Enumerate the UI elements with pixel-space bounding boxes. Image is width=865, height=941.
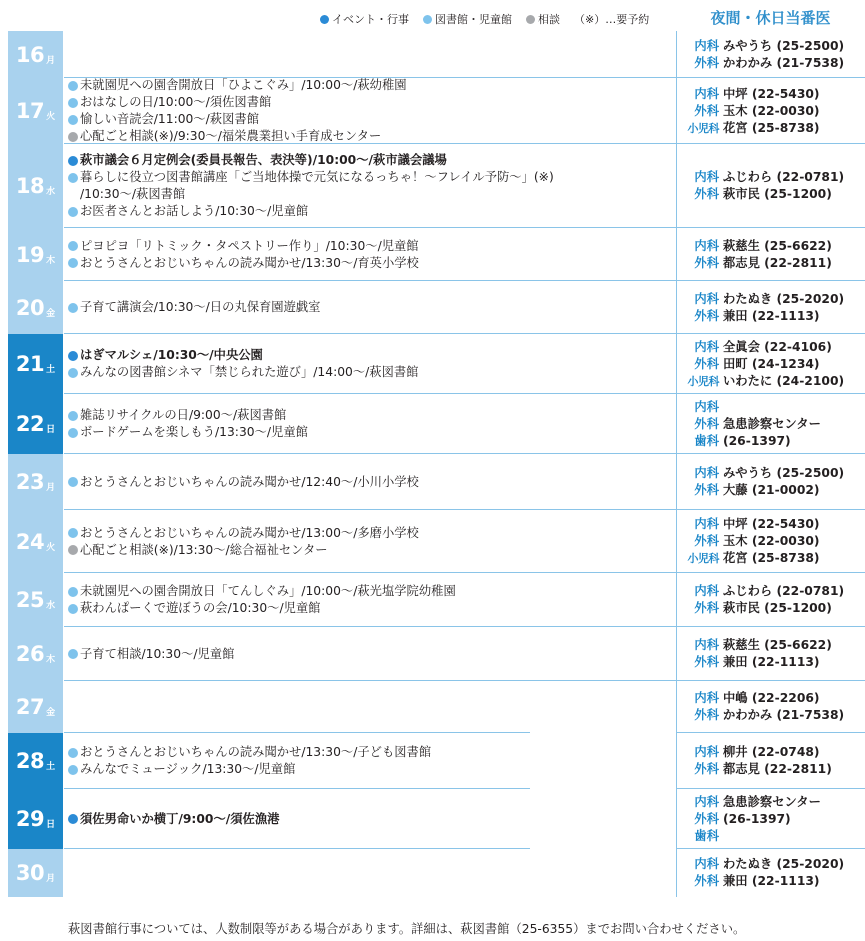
duty-doctor-line: [677, 828, 865, 845]
day-of-week: 水: [46, 601, 56, 611]
day-of-week: 月: [46, 55, 56, 66]
day-of-week: 金: [46, 708, 56, 718]
library-dot-icon: [68, 748, 78, 758]
duty-doctor-cell: [676, 281, 865, 334]
duty-doctor-line: [677, 339, 865, 356]
calendar-row: [0, 228, 865, 281]
duty-doctor-line: [677, 516, 865, 533]
day-of-week: 月: [46, 483, 56, 493]
duty-doctor-line: [677, 533, 865, 550]
event-item: [68, 407, 674, 424]
specialty-label: 外科: [694, 708, 719, 722]
duty-doctor-line: [677, 373, 865, 390]
events-cell: [64, 228, 674, 281]
specialty-label: 外科: [694, 416, 719, 431]
event-text: 須佐男命いか横丁/9:00～/須佐漁港: [80, 811, 280, 826]
specialty-label: 歯科: [694, 433, 719, 448]
specialty-label: 内科: [694, 291, 719, 306]
duty-doctor-line: [677, 399, 865, 416]
specialty-label: 外科: [694, 483, 719, 497]
duty-doctor-line: [677, 637, 865, 654]
duty-doctor-line: [677, 186, 865, 203]
day-number: 28: [15, 749, 45, 773]
specialty-label: 内科: [694, 399, 719, 414]
legend: [320, 9, 663, 29]
specialty-label: 内科: [694, 86, 719, 101]
duty-doctor-cell: [676, 681, 865, 733]
duty-doctor-line: [677, 654, 865, 671]
specialty-label: 内科: [694, 339, 719, 354]
doctor-info: 急患診察センター: [723, 794, 821, 809]
day-number: 25: [15, 588, 45, 612]
specialty-label: 外科: [694, 255, 719, 270]
event-text: ピヨピヨ「リトミック・タペストリー作り」/10:30～/児童館: [80, 238, 419, 253]
doctor-info: (26-1397): [723, 433, 791, 448]
duty-doctor-line: [677, 38, 865, 55]
library-dot-icon: [68, 604, 78, 614]
duty-doctor-line: [677, 55, 865, 72]
duty-doctor-cell: [676, 849, 865, 897]
event-text: お医者さんとお話しよう/10:30～/児童館: [80, 204, 309, 218]
calendar-row: [0, 627, 865, 681]
library-dot-icon: [68, 587, 78, 597]
specialty-label: 外科: [694, 811, 719, 826]
event-dot-icon: [68, 814, 78, 824]
specialty-label: 小児科: [687, 121, 719, 135]
specialty-label: 外科: [694, 356, 719, 371]
doctor-info: (26-1397): [723, 811, 791, 826]
day-of-week: 水: [46, 187, 56, 197]
event-text: 子育て講演会/10:30～/日の丸保育園遊戯室: [80, 300, 321, 314]
calendar-row: [0, 789, 865, 849]
consult-dot-icon: [526, 15, 535, 24]
date-cell: [8, 31, 63, 78]
event-text: 子育て相談/10:30～/児童館: [80, 646, 235, 661]
day-of-week: 土: [46, 762, 56, 772]
legend-event: [320, 11, 409, 27]
specialty-label: 小児科: [687, 552, 719, 565]
library-dot-icon: [68, 115, 78, 125]
duty-doctor-cell: [676, 733, 865, 789]
doctor-info: 中嶋 (22-2206): [723, 691, 820, 705]
duty-doctor-line: [677, 482, 865, 499]
day-of-week: 土: [46, 365, 56, 375]
calendar-row: [0, 849, 865, 897]
duty-doctor-line: [677, 169, 865, 186]
event-text: おとうさんとおじいちゃんの読み聞かせ/13:00～/多磨小学校: [80, 525, 419, 540]
library-dot-icon: [68, 528, 78, 538]
duty-doctor-line: [677, 465, 865, 482]
calendar-row: [0, 31, 865, 78]
specialty-label: 内科: [694, 638, 719, 652]
event-text: 萩市議会６月定例会(委員長報告、表決等)/10:00～/萩市議会議場: [80, 153, 447, 167]
doctor-info: いわたに (24-2100): [723, 373, 845, 388]
library-dot-icon: [68, 477, 78, 487]
event-text: 未就園児への園舎開放日「てんしぐみ」/10:00～/萩光塩学院幼稚園: [80, 584, 456, 598]
specialty-label: 外科: [694, 55, 719, 70]
date-cell: [8, 334, 63, 394]
doctor-info: 都志見 (22-2811): [723, 255, 832, 270]
doctor-info: みやうち (25-2500): [723, 38, 845, 53]
event-item: [68, 77, 674, 94]
specialty-label: 小児科: [687, 374, 719, 388]
specialty-label: 外科: [694, 874, 719, 888]
events-cell: [64, 144, 674, 228]
library-dot-icon: [68, 368, 78, 378]
date-cell: [8, 681, 63, 733]
event-item: [68, 347, 674, 364]
doctor-info: 花宮 (25-8738): [723, 551, 820, 565]
event-item: [68, 761, 674, 778]
date-cell: [8, 228, 63, 281]
events-cell: [64, 627, 674, 681]
event-text: ボードゲームを楽しもう/13:30～/児童館: [80, 425, 308, 439]
date-cell: [8, 733, 63, 789]
day-of-week: 日: [46, 425, 56, 435]
event-item: [68, 600, 674, 617]
doctor-info: ふじわら (22-0781): [723, 170, 845, 184]
duty-doctor-line: [677, 86, 865, 103]
specialty-label: 外科: [694, 655, 719, 669]
duty-doctor-cell: [676, 78, 865, 144]
library-dot-icon: [68, 241, 78, 251]
events-cell: [64, 394, 674, 454]
doctor-info: 兼田 (22-1113): [723, 655, 820, 669]
events-cell: [64, 454, 674, 510]
duty-doctor-cell: [676, 334, 865, 394]
event-dot-icon: [68, 156, 78, 166]
date-cell: [8, 394, 63, 454]
duty-doctor-line: [677, 600, 865, 617]
duty-doctor-line: [677, 356, 865, 373]
day-number: 20: [15, 295, 45, 320]
legend-consult-label: 相談: [538, 13, 560, 26]
duty-doctor-line: [677, 433, 865, 450]
date-cell: [8, 144, 63, 228]
library-dot-icon: [68, 173, 78, 183]
doctor-info: 大藤 (21-0002): [723, 483, 820, 497]
event-item: [68, 542, 674, 559]
doctor-info: 田町 (24-1234): [723, 356, 820, 371]
event-item: [68, 424, 674, 441]
day-of-week: 木: [46, 655, 56, 665]
calendar-row: [0, 281, 865, 334]
day-number: 23: [15, 470, 45, 494]
duty-doctor-line: [677, 873, 865, 890]
day-of-week: 金: [46, 308, 56, 319]
doctor-info: わたぬき (25-2020): [723, 857, 845, 871]
duty-doctor-cell: [676, 394, 865, 454]
event-item: [68, 238, 674, 255]
doctor-info: かわかみ (21-7538): [723, 708, 845, 722]
date-cell: [8, 281, 63, 334]
event-text: 愉しい音読会/11:00～/萩図書館: [80, 112, 259, 126]
doctor-info: わたぬき (25-2020): [723, 291, 845, 306]
event-text: おとうさんとおじいちゃんの読み聞かせ/13:30～/育英小学校: [80, 255, 419, 270]
duty-doctor-line: [677, 707, 865, 724]
specialty-label: 内科: [694, 170, 719, 184]
library-dot-icon: [68, 649, 78, 659]
library-dot-icon: [68, 428, 78, 438]
day-number: 24: [15, 529, 45, 554]
library-dot-icon: [68, 303, 78, 313]
duty-doctor-cell: [676, 144, 865, 228]
day-number: 27: [15, 695, 45, 719]
duty-doctor-title: 夜間・休日当番医: [710, 9, 831, 27]
library-dot-icon: [68, 411, 78, 421]
calendar-row: [0, 573, 865, 627]
calendar-row: [0, 334, 865, 394]
specialty-label: 内科: [694, 794, 719, 809]
date-cell: [8, 789, 63, 849]
duty-doctor-line: [677, 690, 865, 707]
doctor-info: みやうち (25-2500): [723, 466, 845, 480]
duty-doctor-cell: [676, 789, 865, 849]
doctor-info: 萩市民 (25-1200): [723, 601, 832, 615]
events-cell: [64, 334, 674, 394]
duty-doctor-cell: [676, 510, 865, 573]
library-dot-icon: [68, 81, 78, 91]
doctor-info: 花宮 (25-8738): [723, 120, 820, 135]
library-dot-icon: [423, 15, 432, 24]
event-text: みんなでミュージック/13:30～/児童館: [80, 762, 296, 776]
specialty-label: 内科: [694, 466, 719, 480]
event-text: おとうさんとおじいちゃんの読み聞かせ/12:40～/小川小学校: [80, 474, 419, 489]
doctor-info: 都志見 (22-2811): [723, 762, 832, 776]
doctor-info: 萩市民 (25-1200): [723, 187, 832, 201]
calendar-row: [0, 394, 865, 454]
date-cell: [8, 454, 63, 510]
event-dot-icon: [320, 15, 329, 24]
day-of-week: 日: [46, 820, 56, 830]
day-of-week: 火: [46, 542, 56, 553]
doctor-info: 兼田 (22-1113): [723, 874, 820, 888]
doctor-info: 玉木 (22-0030): [723, 534, 820, 548]
library-dot-icon: [68, 765, 78, 775]
events-cell: [64, 31, 674, 78]
events-cell: [64, 789, 674, 849]
duty-doctor-line: [677, 103, 865, 120]
duty-doctor-line: [677, 583, 865, 600]
duty-doctor-line: [677, 744, 865, 761]
duty-doctor-line: [677, 856, 865, 873]
date-cell: [8, 849, 63, 897]
day-of-week: 火: [46, 112, 56, 122]
event-item: [68, 94, 674, 111]
calendar-row: [0, 78, 865, 144]
calendar-row: [0, 681, 865, 733]
calendar-row: [0, 733, 865, 789]
doctor-info: 急患診察センター: [723, 416, 821, 431]
day-number: 17: [15, 99, 45, 123]
specialty-label: 外科: [694, 308, 719, 323]
event-text: おとうさんとおじいちゃんの読み聞かせ/13:30～/子ども図書館: [80, 745, 432, 759]
doctor-info: 兼田 (22-1113): [723, 308, 820, 323]
event-item: [68, 111, 674, 128]
date-cell: [8, 627, 63, 681]
events-cell: [64, 573, 674, 627]
doctor-info: 全眞会 (22-4106): [723, 339, 832, 354]
duty-doctor-cell: [676, 573, 865, 627]
calendar-row: [0, 454, 865, 510]
event-text: 萩わんぱーくで遊ぼうの会/10:30～/児童館: [80, 601, 321, 615]
duty-doctor-line: [677, 761, 865, 778]
date-cell: [8, 573, 63, 627]
doctor-info: 中坪 (22-5430): [723, 517, 820, 531]
event-text: 心配ごと相談(※)/9:30～/福栄農業担い手育成センター: [80, 129, 382, 143]
specialty-label: 内科: [694, 517, 719, 531]
day-number: 19: [15, 242, 45, 267]
event-item: [68, 255, 674, 272]
duty-doctor-cell: [676, 228, 865, 281]
duty-doctor-line: [677, 550, 865, 567]
event-item: [68, 525, 674, 542]
legend-library-label: 図書館・児童館: [435, 13, 512, 26]
specialty-label: 内科: [694, 857, 719, 871]
consult-dot-icon: [68, 545, 78, 555]
doctor-info: ふじわら (22-0781): [723, 584, 845, 598]
day-number: 18: [15, 174, 45, 198]
duty-doctor-line: [677, 291, 865, 308]
events-cell: [64, 733, 674, 789]
event-text: みんなの図書館シネマ「禁じられた遊び」/14:00～/萩図書館: [80, 365, 419, 379]
library-dot-icon: [68, 207, 78, 217]
specialty-label: 内科: [694, 745, 719, 759]
event-item: [68, 299, 674, 316]
events-cell: [64, 681, 674, 733]
duty-doctor-line: [677, 308, 865, 325]
event-item: [68, 744, 674, 761]
doctor-info: 萩慈生 (25-6622): [723, 238, 832, 253]
duty-doctor-line: [677, 255, 865, 272]
event-text: 雑誌リサイクルの日/9:00～/萩図書館: [80, 408, 287, 422]
doctor-info: 中坪 (22-5430): [723, 86, 820, 101]
date-cell: [8, 510, 63, 573]
consult-dot-icon: [68, 132, 78, 142]
specialty-label: 外科: [694, 103, 719, 118]
duty-doctor-line: [677, 811, 865, 828]
event-text: 心配ごと相談(※)/13:30～/総合福祉センター: [80, 542, 328, 557]
day-of-week: 月: [46, 874, 56, 884]
duty-doctor-cell: [676, 454, 865, 510]
specialty-label: 外科: [694, 187, 719, 201]
day-number: 29: [15, 807, 45, 831]
day-number: 30: [15, 861, 45, 885]
date-cell: [8, 78, 63, 144]
event-item: [68, 152, 674, 169]
event-item: [68, 203, 674, 220]
event-continuation: /10:30～/萩図書館: [80, 187, 186, 201]
doctor-info: かわかみ (21-7538): [723, 55, 845, 70]
events-cell: [64, 510, 674, 573]
duty-doctor-line: [677, 120, 865, 137]
day-number: 21: [15, 352, 45, 376]
event-text: 暮らしに役立つ図書館講座「ご当地体操で元気になるっちゃ！～フレイル予防～」(※): [80, 170, 554, 184]
event-item: [68, 583, 674, 600]
event-item: [68, 169, 674, 186]
specialty-label: 外科: [694, 762, 719, 776]
calendar-row: [0, 510, 865, 573]
specialty-label: 歯科: [694, 828, 719, 843]
events-cell: [64, 281, 674, 334]
footnote: 萩図書館行事については、人数制限等がある場合があります。詳細は、萩図書館（25-6355）までお問い合わせください。: [68, 922, 746, 936]
duty-doctor-line: [677, 794, 865, 811]
specialty-label: 内科: [694, 691, 719, 705]
legend-event-label: イベント・行事: [332, 13, 409, 26]
day-number: 16: [15, 42, 45, 67]
duty-doctor-cell: [676, 627, 865, 681]
event-item: [68, 364, 674, 381]
doctor-info: 萩慈生 (25-6622): [723, 638, 832, 652]
specialty-label: 外科: [694, 601, 719, 615]
duty-doctor-line: [677, 416, 865, 433]
day-of-week: 木: [46, 255, 56, 266]
events-cell: [64, 849, 674, 897]
duty-doctor-line: [677, 238, 865, 255]
doctor-info: 柳井 (22-0748): [723, 745, 820, 759]
event-item: [68, 811, 674, 828]
event-text: はぎマルシェ/10:30～/中央公園: [80, 348, 263, 362]
library-dot-icon: [68, 98, 78, 108]
calendar-row: [0, 144, 865, 228]
legend-consult: [526, 11, 560, 27]
event-text: 未就園児への園舎開放日「ひよこぐみ」/10:00～/萩幼稚園: [80, 78, 407, 92]
event-text: おはなしの日/10:00～/須佐図書館: [80, 95, 272, 109]
specialty-label: 内科: [694, 238, 719, 253]
event-item: [68, 646, 674, 663]
doctor-info: 玉木 (22-0030): [723, 103, 820, 118]
day-number: 22: [15, 412, 45, 436]
legend-library: [423, 11, 512, 27]
legend-note: （※）…要予約: [574, 13, 650, 26]
day-number: 26: [15, 642, 45, 666]
specialty-label: 外科: [694, 534, 719, 548]
duty-doctor-cell: [676, 31, 865, 78]
library-dot-icon: [68, 258, 78, 268]
specialty-label: 内科: [694, 584, 719, 598]
specialty-label: 内科: [694, 38, 719, 53]
event-dot-icon: [68, 351, 78, 361]
event-item: [68, 474, 674, 491]
events-cell: [64, 78, 674, 144]
